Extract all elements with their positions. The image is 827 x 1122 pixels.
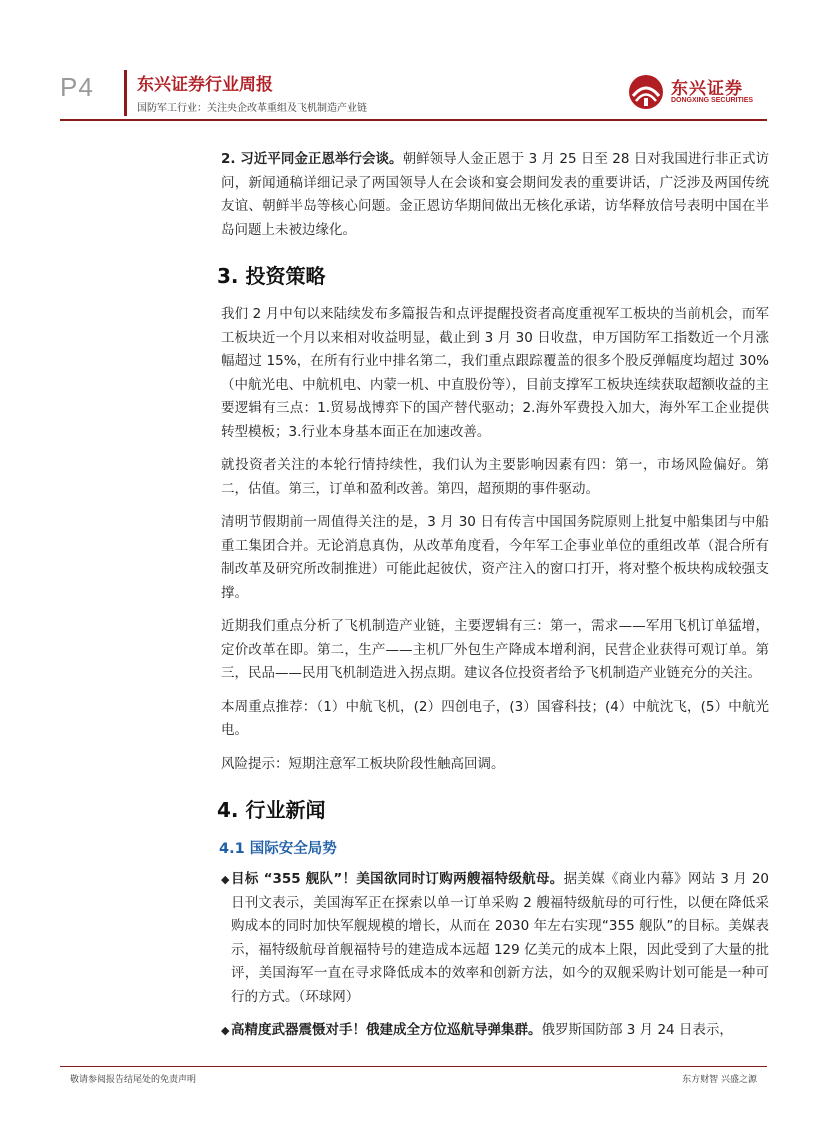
- paragraph-lead: 2. 习近平同金正恩举行会谈。: [221, 151, 403, 167]
- footer-slogan: 东方财智 兴盛之源: [682, 1075, 757, 1085]
- bullet-diamond-icon: ◆: [221, 1024, 230, 1037]
- news-headline: 目标 “355 舰队”！美国欲同时订购两艘福特级航母。: [231, 871, 564, 887]
- footer-disclaimer: 敬请参阅报告结尾处的免责声明: [70, 1075, 197, 1085]
- paragraph-kim-visit: [221, 148, 769, 242]
- recommendations: 本周重点推荐：（1）中航飞机，(2）四创电子，(3）国睿科技；(4）中航沈飞，(5）中航光电。: [221, 698, 769, 738]
- strategy-paragraph-1: 我们 2 月中旬以来陆续发布多篇报告和点评提醒投资者高度重视军工板块的当前机会，而军工板块近一个月以来相对收益明显，截止到 3 月 30 日收盘，申万国防军工指数近一个月涨幅超过 15%，在所有行业中排名第二，我们重点跟踪覆盖的很多个股反弹幅度均超过 30%（中航光电、中航机电、内蒙一机、中直股份等），目前支撑军工板块连续获取超额收益的主要逻辑有三点：1.贸易战博弈下的国产替代驱动；2.海外军费投入加大，海外军工企业提供转型模板；3.行业本身基本面正在加速改善。: [221, 306, 769, 440]
- news-headline: 高精度武器震慑对手！俄建成全方位巡航导弹集群。: [231, 1022, 542, 1038]
- news-text: 据美媒《商业内幕》网站 3 月 20 日刊文表示，美国海军正在探索以单一订单采购 2 艘福特级航母的可行性，以便在降低采购成本的同时加快军舰规模的增长，从而在 2030 年左右实现“355 舰队”的目标。美媒表示，福特级航母首舰福特号的建造成本远超 129 亿美元的成本上限，因此受到了大量的批评，美国海军一直在寻求降低成本的效率和创新方法，如今的双舰采购计划可能是一种可行的方式。（环球网）: [231, 871, 769, 1005]
- strategy-paragraph-3: 清明节假期前一周值得关注的是，3 月 30 日有传言中国国务院原则上批复中船集团与中船重工集团合并。无论消息真伪，从改革角度看，今年军工企事业单位的重组改革（混合所有制改革及研究所改制推进）可能此起彼伏，资产注入的窗口打开，将对整个板块构成较强支撑。: [221, 514, 769, 601]
- report-title: 东兴证券行业周报: [137, 75, 273, 95]
- section-heading-strategy: 3. 投资策略: [217, 264, 326, 288]
- logo-english-name: DONGXING SECURITIES: [671, 97, 754, 104]
- page-number: P4: [60, 72, 94, 102]
- report-body: [217, 148, 769, 1053]
- news-item: [221, 868, 769, 1009]
- header-rule: [60, 119, 767, 121]
- logo-chinese-name: 东兴证券: [671, 79, 743, 99]
- header-divider: [124, 70, 127, 116]
- paragraph-text: 朝鲜领导人金正恩于 3 月 25 日至 28 日对我国进行非正式访问，新闻通稿详细记录了两国领导人在会谈和宴会期间发表的重要讲话，广泛涉及两国传统友谊、朝鲜半岛等核心问题。金正恩访华期间做出无核化承诺，访华释放信号表明中国在半岛问题上未被边缘化。: [221, 151, 769, 238]
- news-item: [221, 1019, 769, 1043]
- footer-rule: [60, 1066, 767, 1067]
- strategy-paragraph-2: 就投资者关注的本轮行情持续性，我们认为主要影响因素有四：第一，市场风险偏好。第二，估值。第三，订单和盈利改善。第四，超预期的事件驱动。: [221, 457, 769, 497]
- dongxing-logo-icon: [628, 74, 664, 110]
- company-logo: [628, 72, 763, 114]
- report-subtitle: 国防军工行业：关注央企改革重组及飞机制造产业链: [137, 103, 367, 114]
- bullet-diamond-icon: ◆: [221, 873, 230, 886]
- section-heading-news: 4. 行业新闻: [217, 798, 326, 822]
- news-text: 俄罗斯国防部 3 月 24 日表示，: [541, 1022, 733, 1038]
- risk-warning: 风险提示：短期注意军工板块阶段性触高回调。: [221, 755, 505, 772]
- strategy-paragraph-4: 近期我们重点分析了飞机制造产业链，主要逻辑有三：第一，需求——军用飞机订单猛增，定价改革在即。第二，生产——主机厂外包生产降成本增利润，民营企业获得可观订单。第三，民品——民用飞机制造进入拐点期。建议各位投资者给予飞机制造产业链充分的关注。: [221, 618, 769, 681]
- subsection-heading-security: 4.1 国际安全局势: [219, 841, 337, 857]
